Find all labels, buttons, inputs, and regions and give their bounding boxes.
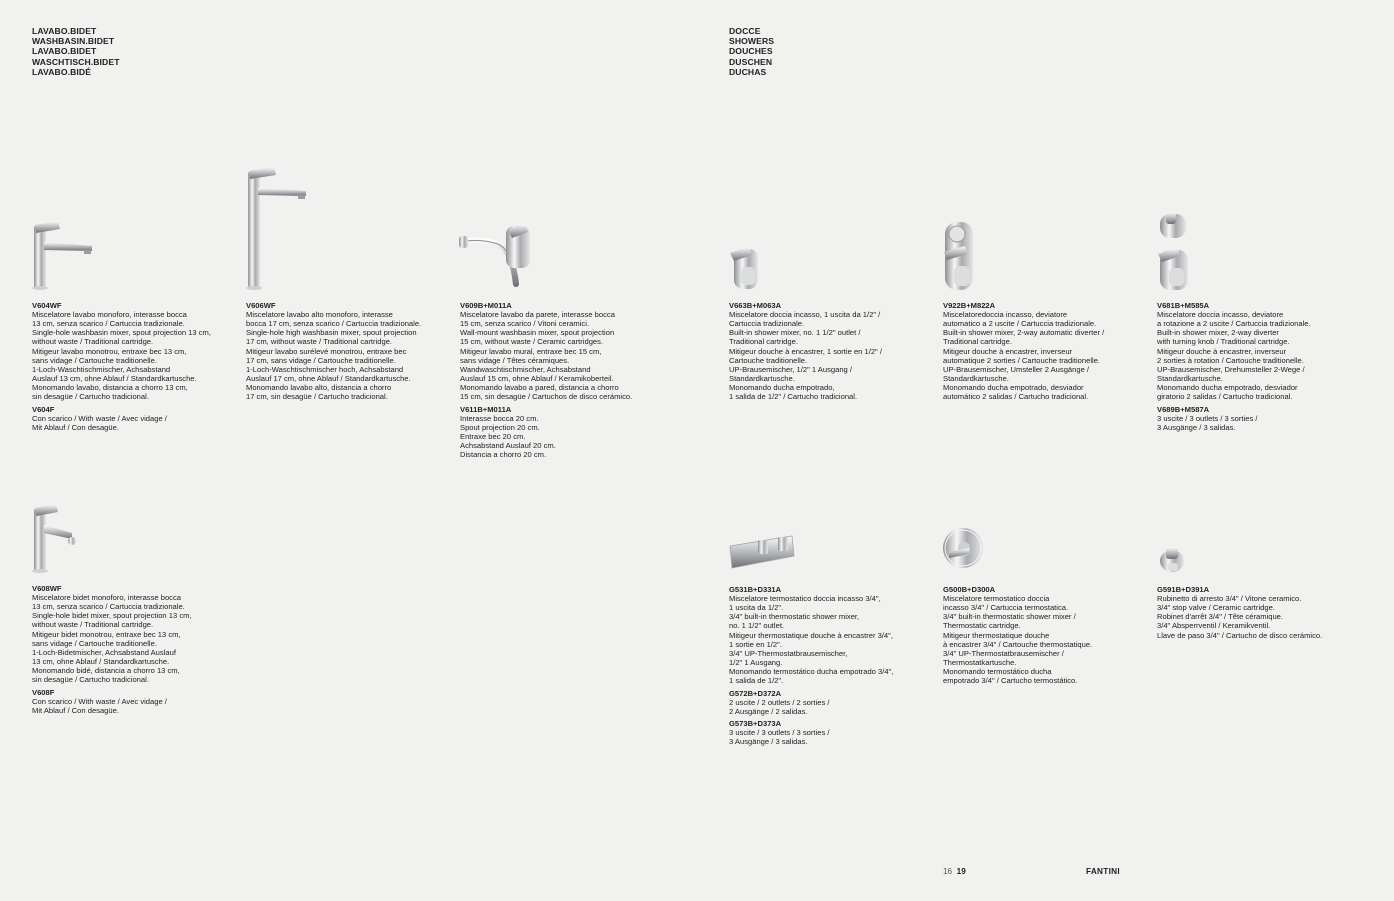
text-line: Traditional cartridge. — [729, 337, 798, 347]
text-line: Built-in shower mixer, 2-way automatic diverter / — [943, 328, 1105, 338]
text-line: sans vidage / Cartouche traditionelle. — [32, 355, 157, 365]
text-line: empotrado 3/4" / Cartucho termostático. — [943, 676, 1078, 686]
text-line: Monomando lavabo, distancia a chorro 13 cm, — [32, 383, 188, 393]
text-line: Mitigeur lavabo surélevé monotrou, entraxe bec — [246, 346, 407, 356]
text-line: Entraxe bec 20 cm. — [460, 431, 526, 441]
text-line: 1 salida de 1/2". — [729, 676, 784, 686]
text-line: Rubinetto di arresto 3/4" / Vitone ceramico. — [1157, 594, 1302, 603]
section-title-showers — [729, 26, 774, 77]
text-line: without waste / Traditional cartridge. — [32, 620, 154, 630]
product-variant — [729, 719, 944, 746]
text-line: 2 Ausgänge / 2 salidas. — [729, 706, 808, 716]
product-variant — [32, 688, 247, 715]
product-code: V663B+M063A — [729, 301, 782, 310]
product-description — [32, 593, 247, 685]
product-v922b — [943, 301, 1158, 402]
product-description — [943, 594, 1158, 686]
text-line: 2 sorties à rotation / Cartouche traditionelle. — [1157, 355, 1304, 365]
text-line: Miscelatore doccia incasso, deviatore — [1157, 310, 1284, 319]
text-line: UP-Brausemischer, Drehumsteller 2-Wege / — [1157, 364, 1305, 374]
text-line: Auslauf 17 cm, ohne Ablauf / Standardkartusche. — [246, 374, 411, 384]
text-line: sin desagüe / Cartucho tradicional. — [32, 675, 149, 685]
text-line: Mitigeur lavabo monotrou, entraxe bec 13 cm, — [32, 346, 187, 356]
text-line: Wandwaschtischmischer, Achsabstand — [460, 364, 591, 374]
variant-description — [32, 414, 247, 432]
text-line: Miscelatore doccia incasso, 1 uscita da 1/2" / — [729, 310, 881, 319]
text-line: DUCHAS — [729, 66, 767, 77]
product-v604wf — [32, 301, 247, 432]
v604wf-mixer-image — [30, 220, 96, 292]
text-line: automatico a 2 uscite / Cartuccia tradizionale. — [943, 319, 1097, 329]
variant-description — [729, 728, 944, 746]
text-line: 3/4" built-in thermostatic shower mixer / — [943, 612, 1076, 622]
text-line: 15 cm, senza scarico / Vitoni ceramici. — [460, 319, 590, 329]
text-line: a rotazione a 2 uscite / Cartuccia tradizionale. — [1157, 319, 1311, 329]
text-line: Built-in shower mixer, 2-way diverter — [1157, 328, 1279, 338]
text-line: 15 cm, without waste / Ceramic cartridges. — [460, 337, 604, 347]
brand-logo: FANTINI — [1086, 867, 1120, 876]
v609b-wall-mixer-image — [458, 222, 538, 294]
variant-description — [729, 698, 944, 716]
text-line: Standardkartusche. — [943, 374, 1009, 384]
product-variant — [32, 405, 247, 432]
variant-code: V611B+M011A — [460, 404, 512, 414]
text-line: 1 uscita da 1/2". — [729, 603, 784, 613]
text-line: Miscelatoredoccia incasso, deviatore — [943, 310, 1068, 319]
text-line: automático 2 salidas / Cartucho tradicional. — [943, 392, 1089, 402]
text-line: Single-hole bidet mixer, spout projection 13 cm, — [32, 611, 192, 621]
v663b-shower-mixer-image — [728, 243, 764, 291]
text-line: Mitigeur thermostatique douche à encastrer 3/4", — [729, 630, 893, 640]
v681b-shower-mixer-image — [1156, 210, 1192, 292]
text-line: LAVABO.BIDET — [32, 46, 97, 57]
text-line: without waste / Traditional cartridge. — [32, 337, 154, 347]
text-line: Monomando termostático ducha — [943, 667, 1052, 677]
v922b-shower-mixer-image — [941, 218, 977, 292]
product-description — [729, 310, 944, 402]
text-line: 13 cm, ohne Ablauf / Standardkartusche. — [32, 657, 170, 667]
variant-code: G572B+D372A — [729, 688, 782, 698]
text-line: Mitigeur douche à encastrer, inverseur — [1157, 346, 1287, 356]
g500b-thermostatic-mixer-image — [941, 522, 985, 574]
text-line: SHOWERS — [729, 36, 775, 47]
text-line: incasso 3/4" / Cartuccia termostatica. — [943, 603, 1069, 613]
page-number-right: 19 — [956, 867, 966, 876]
text-line: Spout projection 20 cm. — [460, 422, 540, 432]
product-code: G500B+D300A — [943, 585, 996, 594]
page-numbers — [943, 867, 966, 876]
text-line: à encastrer 3/4" / Cartouche thermostatique. — [943, 639, 1093, 649]
variant-code: V608F — [32, 687, 55, 697]
text-line: 3 Ausgänge / 3 salidas. — [729, 737, 808, 747]
text-line: bocca 17 cm, senza scarico / Cartuccia tradizionale. — [246, 319, 422, 329]
product-code: G531B+D331A — [729, 585, 782, 594]
text-line: Cartouche traditionelle. — [729, 355, 808, 365]
text-line: Traditional cartridge. — [943, 337, 1012, 347]
text-line: Cartuccia tradizionale. — [729, 319, 805, 329]
text-line: automatique 2 sorties / Cartouche traditionelle. — [943, 355, 1101, 365]
text-line: Auslauf 13 cm, ohne Ablauf / Standardkartusche. — [32, 374, 197, 384]
page-number-left: 16 — [943, 867, 953, 876]
text-line: UP-Brausemischer, Umsteller 2 Ausgänge / — [943, 364, 1090, 374]
text-line: Mitigeur thermostatique douche — [943, 630, 1050, 640]
product-description — [729, 594, 944, 686]
v606wf-tall-mixer-image — [244, 164, 310, 292]
text-line: WASHBASIN.BIDET — [32, 36, 115, 47]
text-line: Monomando ducha empotrado, — [729, 383, 835, 393]
product-g591b — [1157, 585, 1372, 640]
product-code: V922B+M822A — [943, 301, 996, 310]
text-line: UP-Brausemischer, 1/2" 1 Ausgang / — [729, 364, 852, 374]
product-description — [246, 310, 461, 402]
text-line: 13 cm, senza scarico / Cartuccia tradizionale. — [32, 319, 185, 329]
text-line: Achsabstand Auslauf 20 cm. — [460, 441, 556, 451]
text-line: LAVABO.BIDET — [32, 26, 97, 36]
product-description — [943, 310, 1158, 402]
text-line: Monomando ducha empotrado, desviador — [1157, 383, 1298, 393]
text-line: Wall-mount washbasin mixer, spout projection — [460, 328, 615, 338]
product-description — [460, 310, 675, 402]
text-line: sans vidage / Têtes céramiques. — [460, 355, 570, 365]
section-title-washbasin — [32, 26, 120, 77]
text-line: 3 Ausgänge / 3 salidas. — [1157, 422, 1236, 432]
text-line: no. 1 1/2" outlet. — [729, 621, 785, 631]
text-line: DOCCE — [729, 26, 761, 36]
text-line: Miscelatore termostatico doccia incasso 3/4", — [729, 594, 881, 603]
text-line: Single-hole high washbasin mixer, spout projection — [246, 328, 417, 338]
text-line: LAVABO.BIDÉ — [32, 66, 92, 77]
text-line: 3/4" UP-Thermostatbrausemischer / — [943, 648, 1064, 658]
variant-code: G573B+D373A — [729, 718, 782, 728]
product-code: V608WF — [32, 584, 62, 593]
product-code: V681B+M585A — [1157, 301, 1210, 310]
text-line: Monomando termostático ducha empotrado 3/4", — [729, 667, 894, 677]
variant-description — [32, 697, 247, 715]
text-line: Monomando lavabo alto, distancia a chorro — [246, 383, 392, 393]
v608wf-bidet-mixer-image — [30, 503, 82, 575]
text-line: Mitigeur bidet monotrou, entraxe bec 13 cm, — [32, 629, 181, 639]
product-g500b — [943, 585, 1158, 686]
text-line: 13 cm, senza scarico / Cartuccia tradizionale. — [32, 602, 185, 612]
text-line: 1-Loch-Waschtischmischer, Achsabstand — [32, 364, 171, 374]
text-line: 1-Loch-Waschtischmischer hoch, Achsabstand — [246, 364, 404, 374]
product-v663b — [729, 301, 944, 402]
text-line: 3/4" Absperrventil / Keramikventil. — [1157, 621, 1271, 631]
text-line: 1 salida de 1/2" / Cartucho tradicional. — [729, 392, 858, 402]
product-variant — [460, 405, 675, 460]
text-line: DOUCHES — [729, 46, 773, 57]
product-v606wf — [246, 301, 461, 402]
text-line: Interasse bocca 20 cm. — [460, 413, 539, 423]
text-line: Thermostatkartusche. — [943, 658, 1017, 668]
text-line: Single-hole washbasin mixer, spout projection 13 cm, — [32, 328, 211, 338]
text-line: 1/2" 1 Ausgang. — [729, 658, 783, 668]
product-code: G591B+D391A — [1157, 585, 1210, 594]
product-description — [32, 310, 247, 402]
text-line: 15 cm, sin desagüe / Cartuchos de disco cerámico. — [460, 392, 633, 402]
variant-code: V604F — [32, 404, 55, 414]
text-line: 1-Loch-Bidetmischer, Achsabstand Auslauf — [32, 647, 176, 657]
text-line: Standardkartusche. — [1157, 374, 1223, 384]
g531b-thermostatic-mixer-image — [728, 532, 798, 572]
product-variant — [729, 689, 944, 716]
text-line: Built-in shower mixer, no. 1 1/2" outlet / — [729, 328, 861, 338]
text-line: Mit Ablauf / Con desagüe. — [32, 705, 119, 715]
product-description — [1157, 594, 1372, 640]
product-code: V606WF — [246, 301, 276, 310]
product-g531b — [729, 585, 944, 746]
text-line: Monomando lavabo a pared, distancia a chorro — [460, 383, 619, 393]
text-line: Mitigeur douche à encastrer, 1 sortie en 1/2" / — [729, 346, 882, 356]
g591b-stop-valve-image — [1156, 545, 1188, 575]
text-line: 3/4" built-in thermostatic shower mixer, — [729, 612, 860, 622]
text-line: DUSCHEN — [729, 56, 773, 67]
text-line: Miscelatore termostatico doccia — [943, 594, 1050, 603]
product-v609b — [460, 301, 675, 459]
text-line: Con scarico / With waste / Avec vidage / — [32, 413, 167, 423]
text-line: 3/4" UP-Thermostatbrausemischer, — [729, 648, 848, 658]
text-line: 3 uscite / 3 outlets / 3 sorties / — [1157, 413, 1258, 423]
product-variant — [1157, 405, 1372, 432]
product-v681b — [1157, 301, 1372, 432]
text-line: 3 uscite / 3 outlets / 3 sorties / — [729, 727, 830, 737]
product-v608wf — [32, 584, 247, 715]
text-line: Standardkartusche. — [729, 374, 795, 384]
text-line: Monomando bidé, distancia a chorro 13 cm, — [32, 666, 180, 676]
text-line: Distancia a chorro 20 cm. — [460, 450, 547, 460]
text-line: Monomando ducha empotrado, desviador — [943, 383, 1084, 393]
text-line: 17 cm, without waste / Traditional cartridge. — [246, 337, 393, 347]
variant-code: V689B+M587A — [1157, 404, 1210, 414]
text-line: giratorio 2 salidas / Cartucho tradicional. — [1157, 392, 1293, 402]
variant-description — [460, 414, 675, 460]
text-line: 3/4" stop valve / Ceramic cartridge. — [1157, 603, 1275, 613]
text-line: Mitigeur douche à encastrer, inverseur — [943, 346, 1073, 356]
product-code: V609B+M011A — [460, 301, 512, 310]
text-line: Llave de paso 3/4" / Cartucho de disco cerámico. — [1157, 630, 1323, 640]
text-line: 2 uscite / 2 outlets / 2 sorties / — [729, 697, 830, 707]
text-line: 1 sortie en 1/2". — [729, 639, 782, 649]
text-line: Auslauf 15 cm, ohne Ablauf / Keramikoberteil. — [460, 374, 614, 384]
text-line: WASCHTISCH.BIDET — [32, 56, 120, 67]
text-line: Miscelatore lavabo da parete, interasse bocca — [460, 310, 615, 319]
text-line: sans vidage / Cartouche traditionelle. — [32, 638, 157, 648]
text-line: Mitigeur lavabo mural, entraxe bec 15 cm, — [460, 346, 602, 356]
text-line: Con scarico / With waste / Avec vidage / — [32, 696, 167, 706]
text-line: Mit Ablauf / Con desagüe. — [32, 422, 119, 432]
text-line: Miscelatore lavabo alto monoforo, interasse — [246, 310, 393, 319]
text-line: 17 cm, sin desagüe / Cartucho tradicional. — [246, 392, 388, 402]
text-line: Miscelatore bidet monoforo, interasse bocca — [32, 593, 181, 602]
text-line: Robinet d'arrêt 3/4" / Tête céramique. — [1157, 612, 1283, 622]
product-description — [1157, 310, 1372, 402]
text-line: Miscelatore lavabo monoforo, interasse bocca — [32, 310, 187, 319]
product-code: V604WF — [32, 301, 62, 310]
text-line: sin desagüe / Cartucho tradicional. — [32, 392, 149, 402]
text-line: 17 cm, sans vidage / Cartouche traditionelle. — [246, 355, 396, 365]
variant-description — [1157, 414, 1372, 432]
text-line: with turning knob / Traditional cartridge. — [1157, 337, 1290, 347]
text-line: Thermostatic cartridge. — [943, 621, 1021, 631]
